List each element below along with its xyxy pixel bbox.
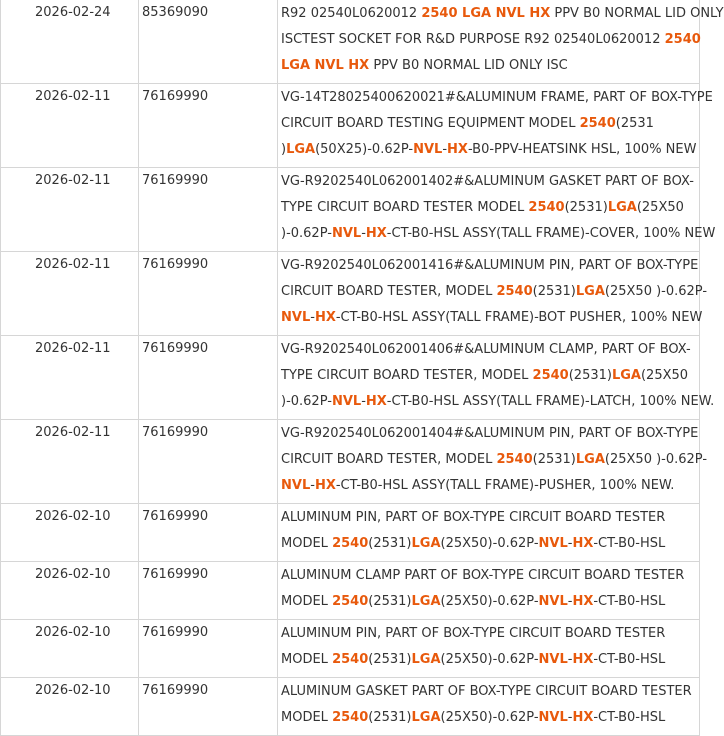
highlighted-term: LGA [611,368,641,383]
description-text: - [361,226,366,241]
highlighted-term: 2540 [332,710,369,725]
description-text: -CT-B0-HSL ASSY(TALL FRAME)-PUSHER, 100% NEW. [335,478,675,493]
description-text: (50X25)-0.62P- [315,142,414,157]
date-cell: 2026-02-11 [1,252,139,336]
hs-code-cell: 76169990 [139,252,278,336]
description-text: TYPE CIRCUIT BOARD TESTER, MODEL [281,368,533,383]
description-line [281,621,699,647]
date-cell: 2026-02-11 [1,84,139,168]
description-text: (2531) [368,652,412,667]
highlighted-term: 2540 [532,368,569,383]
highlighted-term: HX [365,394,387,409]
description-text: -CT-B0-HSL [593,594,666,609]
description-text: (2531) [564,200,608,215]
highlighted-term: HX [572,594,594,609]
highlighted-term: 2540 [332,652,369,667]
description-text: (25X50 )-0.62P- [604,284,708,299]
description-line [281,305,703,331]
description-text: ALUMINUM PIN, PART OF BOX-TYPE CIRCUIT BOARD TESTER [281,510,666,525]
description-text: -CT-B0-HSL ASSY(TALL FRAME)-LATCH, 100% NEW. [386,394,715,409]
highlighted-term: NVL [413,142,443,157]
description-text: (2531 [615,116,654,131]
date-cell: 2026-02-11 [1,420,139,504]
description-line [281,447,708,473]
description-line [281,337,699,363]
description-line [281,195,699,221]
description-line [281,473,699,499]
description-text: CIRCUIT BOARD TESTER, MODEL [281,284,497,299]
description-text: PPV B0 NORMAL LID ONLY ISC [369,58,568,73]
description-cell [278,420,708,504]
hs-code-cell: 76169990 [139,562,278,620]
highlighted-term: HX [365,226,387,241]
description-line [281,363,699,389]
description-line [281,705,699,731]
description-line [281,505,699,531]
description-text: - [567,536,573,551]
highlighted-term: NVL [538,652,568,667]
highlighted-term: 2540 [332,536,369,551]
description-text: (25X50)-0.62P- [440,594,539,609]
description-cell [278,504,700,562]
table-row [1,252,700,336]
highlighted-term: 2540 LGA NVL HX [421,6,551,21]
highlighted-term: HX [572,652,594,667]
highlighted-term: NVL [538,594,568,609]
date-cell: 2026-02-10 [1,620,139,678]
description-cell [278,252,708,336]
highlighted-term: 2540 [579,116,616,131]
description-text: VG-14T28025400620021#&ALUMINUM FRAME, PART OF BOX-TYPE [281,90,713,105]
highlighted-term: NVL [538,536,568,551]
highlighted-term: HX [314,310,336,325]
description-text: -CT-B0-HSL ASSY(TALL FRAME)-COVER, 100% NEW [386,226,716,241]
highlighted-term: 2540 [332,594,369,609]
highlighted-term: LGA NVL HX [281,58,370,73]
table-row [1,336,700,420]
description-line [281,679,699,705]
description-line [281,1,724,27]
table-row [1,620,700,678]
description-text: - [310,310,315,325]
description-text: - [567,710,573,725]
date-cell: 2026-02-11 [1,336,139,420]
description-text: (2531) [568,368,612,383]
description-text: (2531) [368,710,412,725]
highlighted-term: HX [572,536,594,551]
description-text: - [567,652,573,667]
date-cell: 2026-02-10 [1,678,139,736]
highlighted-term: LGA [286,142,316,157]
description-text: -CT-B0-HSL ASSY(TALL FRAME)-BOT PUSHER, 100% NEW [335,310,703,325]
highlighted-term: LGA [575,452,605,467]
description-text: VG-R9202540L062001404#&ALUMINUM PIN, PART OF BOX-TYPE [281,426,699,441]
description-line [281,279,708,305]
description-line [281,27,699,53]
date-cell: 2026-02-10 [1,504,139,562]
description-line [281,169,699,195]
description-text: CIRCUIT BOARD TESTING EQUIPMENT MODEL [281,116,580,131]
highlighted-term: NVL [538,710,568,725]
description-line [281,53,699,79]
description-text: (25X50 )-0.62P- [604,452,708,467]
description-text: MODEL [281,594,333,609]
highlighted-term: LGA [411,594,441,609]
shipment-records-body [1,0,724,736]
description-text: CIRCUIT BOARD TESTER, MODEL [281,452,497,467]
description-text: ALUMINUM CLAMP PART OF BOX-TYPE CIRCUIT BOARD TESTER [281,568,685,583]
description-text: VG-R9202540L062001416#&ALUMINUM PIN, PART OF BOX-TYPE [281,258,699,273]
highlighted-term: HX [572,710,594,725]
description-line [281,531,699,557]
highlighted-term: LGA [411,536,441,551]
description-cell [278,678,700,736]
description-text: -CT-B0-HSL [593,710,666,725]
date-cell: 2026-02-10 [1,562,139,620]
date-cell: 2026-02-11 [1,168,139,252]
description-text: ) [281,142,287,157]
description-line [281,647,699,673]
highlighted-term: LGA [575,284,605,299]
description-line [281,85,713,111]
description-text: MODEL [281,710,333,725]
description-line [281,221,716,247]
description-line [281,563,699,589]
hs-code-cell: 76169990 [139,420,278,504]
description-text: ALUMINUM PIN, PART OF BOX-TYPE CIRCUIT BOARD TESTER [281,626,666,641]
table-row [1,504,700,562]
hs-code-cell: 76169990 [139,84,278,168]
highlighted-term: NVL [281,310,311,325]
description-cell [278,336,715,420]
description-text: MODEL [281,652,333,667]
description-text: (25X50)-0.62P- [440,652,539,667]
description-text: VG-R9202540L062001406#&ALUMINUM CLAMP, PART OF BOX- [281,342,691,357]
highlighted-term: LGA [411,710,441,725]
description-cell [278,0,724,84]
table-row [1,420,700,504]
description-text: -CT-B0-HSL [593,652,666,667]
description-text: ALUMINUM GASKET PART OF BOX-TYPE CIRCUIT BOARD TESTER [281,684,692,699]
table-row [1,84,700,168]
description-text: (2531) [532,284,576,299]
description-text: PPV B0 NORMAL LID ONLY [550,6,724,21]
description-cell [278,562,700,620]
highlighted-term: NVL [281,478,311,493]
description-text: - [310,478,315,493]
hs-code-cell: 76169990 [139,168,278,252]
description-text: (2531) [532,452,576,467]
highlighted-term: 2540 [496,284,533,299]
description-text: - [442,142,448,157]
highlighted-term: 2540 [496,452,533,467]
hs-code-cell: 76169990 [139,620,278,678]
description-text: )-0.62P- [281,394,332,409]
description-text: (2531) [368,594,412,609]
highlighted-term: HX [447,142,468,157]
description-cell [278,84,713,168]
description-text: R92 02540L0620012 [281,6,422,21]
highlighted-term: 2540 [664,32,701,47]
description-text: ISCTEST SOCKET FOR R&D PURPOSE R92 02540L0620012 [281,32,665,47]
hs-code-cell: 76169990 [139,678,278,736]
description-text: (25X50 [636,200,684,215]
description-text: -B0-PPV-HEATSINK HSL, 100% NEW [467,142,697,157]
table-row [1,168,700,252]
description-text: -CT-B0-HSL [593,536,666,551]
description-line [281,589,699,615]
description-text: TYPE CIRCUIT BOARD TESTER MODEL [281,200,529,215]
table-row [1,0,700,84]
description-line [281,253,699,279]
table-row [1,678,700,736]
highlighted-term: 2540 [528,200,565,215]
date-cell: 2026-02-24 [1,0,139,84]
description-line [281,421,699,447]
description-cell [278,168,716,252]
highlighted-term: LGA [607,200,637,215]
description-text: (25X50)-0.62P- [440,536,539,551]
description-text: MODEL [281,536,333,551]
hs-code-cell: 76169990 [139,504,278,562]
description-text: )-0.62P- [281,226,332,241]
description-text: (25X50)-0.62P- [440,710,539,725]
description-text: (25X50 [640,368,689,383]
description-text: (2531) [368,536,412,551]
description-line [281,389,715,415]
description-line [281,111,699,137]
hs-code-cell: 85369090 [139,0,278,84]
highlighted-term: LGA [411,652,441,667]
description-text: - [361,394,366,409]
description-text: VG-R9202540L062001402#&ALUMINUM GASKET PART OF BOX- [281,174,694,189]
hs-code-cell: 76169990 [139,336,278,420]
description-cell [278,620,700,678]
highlighted-term: NVL [331,394,362,409]
table-row [1,562,700,620]
description-line [281,137,699,163]
description-text: - [567,594,573,609]
highlighted-term: HX [314,478,336,493]
highlighted-term: NVL [331,226,362,241]
